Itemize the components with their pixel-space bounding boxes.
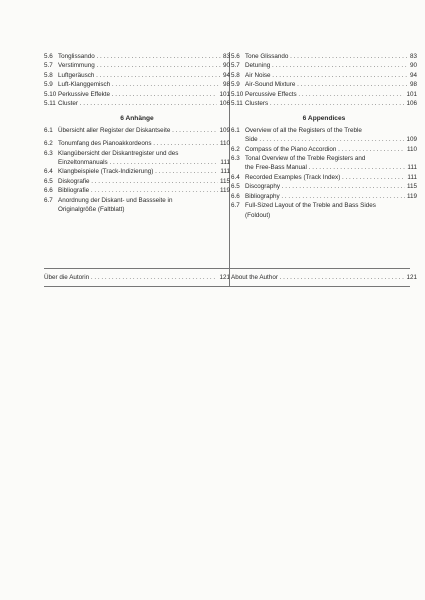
toc-entry: 6.7 Full-Sized Layout of the Treble and Bass Sides [231,202,376,210]
toc-german [44,52,230,215]
toc-entry: 5.10 Perkussive Effekte . . . 101 [44,90,230,99]
toc-entry: 5.7 Verstimmung . . . 90 [44,61,230,70]
toc-entry: 6.4 Klangbeispiele (Track-Indizierung) . . . 111 [44,167,230,176]
toc-author-english [231,273,417,282]
toc-entry-continuation: Einzeltonmanuals . . . 111 [44,158,230,167]
toc-entry: 6.6 Bibliography . . . 119 [231,192,417,201]
toc-entry: 5.8 Air Noise . . . 94 [231,71,417,80]
separator-line [44,286,410,287]
toc-entry: 6.5 Diskografie . . . 115 [44,177,230,186]
toc-entry: 5.9 Luft-Klanggemisch . . . 98 [44,80,230,89]
toc-entry: 6.2 Compass of the Piano Accordion . . . 110 [231,145,417,154]
toc-author-german [44,273,230,282]
toc-entry-continuation: (Foldout) [245,211,271,219]
toc-entry: 6.6 Bibliografie . . . 119 [44,186,230,195]
section-heading: 6 Appendices [302,115,346,123]
toc-entry: 6.5 Discography . . . 115 [231,182,417,191]
toc-entry: 5.11 Clusters . . . 106 [231,99,417,108]
toc-entry: 5.6 Tonglissando . . . 83 [44,52,230,61]
toc-entry: 6.1 Overview of all the Registers of the Treble [231,126,362,134]
toc-entry: 6.1 Übersicht aller Register der Diskantseite . . . 109 [44,126,230,135]
toc-entry: 5.9 Air-Sound Mixture . . . 98 [231,80,417,89]
toc-entry: 6.2 Tonumfang des Pianoakkordeons . . . 110 [44,139,230,148]
toc-entry: 6.3 Klangübersicht der Diskantregister und des [44,149,179,157]
toc-entry: About the Author . . . 121 [231,273,417,282]
toc-entry: 5.6 Tone Glissando . . . 83 [231,52,417,61]
toc-entry: 5.8 Luftgeräusch . . . 94 [44,71,230,80]
separator-line [44,268,410,269]
toc-entry-continuation: the Free-Bass Manual . . . 111 [231,163,417,172]
toc-entry: 5.11 Cluster . . . 106 [44,99,230,108]
toc-entry: 5.10 Percussive Effects . . . 101 [231,90,417,99]
toc-entry-continuation: Originalgröße (Faltblatt) [58,206,125,214]
toc-entry: 6.4 Recorded Examples (Track Index) . . . 111 [231,173,417,182]
column-divider [229,268,230,286]
toc-entry-continuation: Side . . . 109 [231,135,417,144]
toc-entry: 6.3 Tonal Overview of the Treble Registers and [231,155,366,163]
toc-english [231,52,417,220]
toc-entry: 6.7 Anordnung der Diskant- und Bassseite in [44,196,173,204]
section-heading: 6 Anhänge [120,115,154,123]
toc-entry: 5.7 Detuning . . . 90 [231,61,417,70]
toc-entry: Über die Autorin . . . 121 [44,273,230,282]
